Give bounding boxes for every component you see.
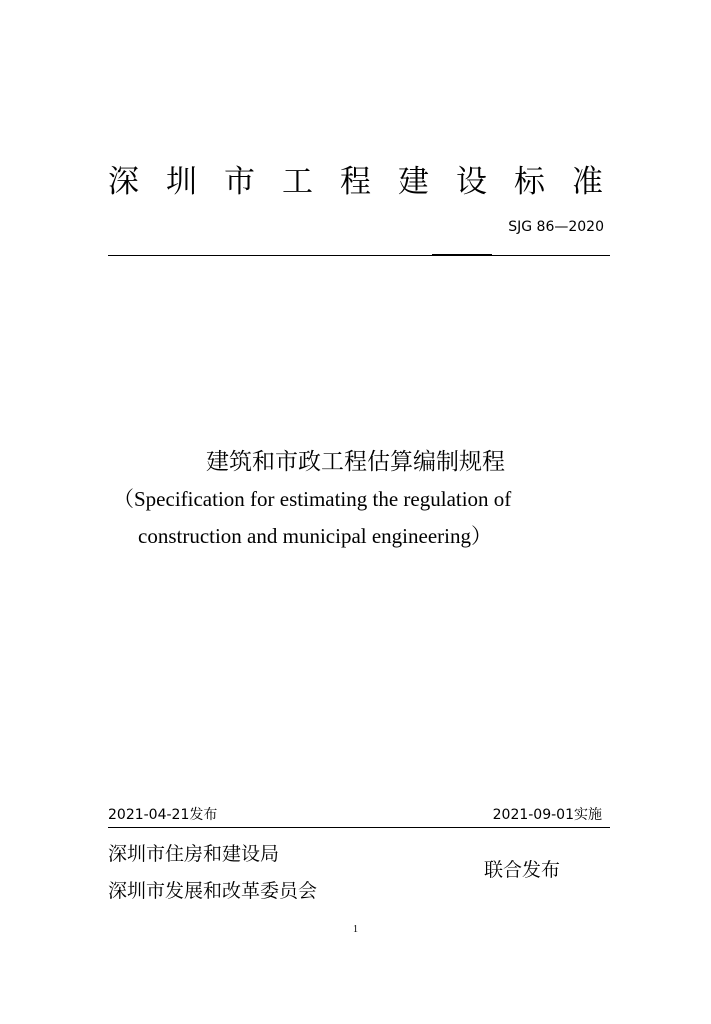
document-title-english-line-1: （Specification for estimating the regulation of [113,487,512,511]
document-title-chinese: 建筑和市政工程估算编制规程 [206,449,505,475]
footer-divider [108,827,610,828]
document-title-english-line-2: construction and municipal engineering） [138,524,492,548]
standard-series-title: 深圳市工程建设标准 [108,164,630,200]
header-divider [108,255,610,256]
standard-code: SJG 86—2020 [508,219,604,235]
effective-date: 2021-09-01实施 [492,807,602,823]
header-divider-accent [432,254,492,256]
issuer-development-commission: 深圳市发展和改革委员会 [108,880,318,902]
issuer-housing-bureau: 深圳市住房和建设局 [108,843,280,865]
joint-release-label: 联合发布 [484,859,561,881]
issue-date: 2021-04-21发布 [108,807,218,823]
page-number: 1 [353,924,358,935]
